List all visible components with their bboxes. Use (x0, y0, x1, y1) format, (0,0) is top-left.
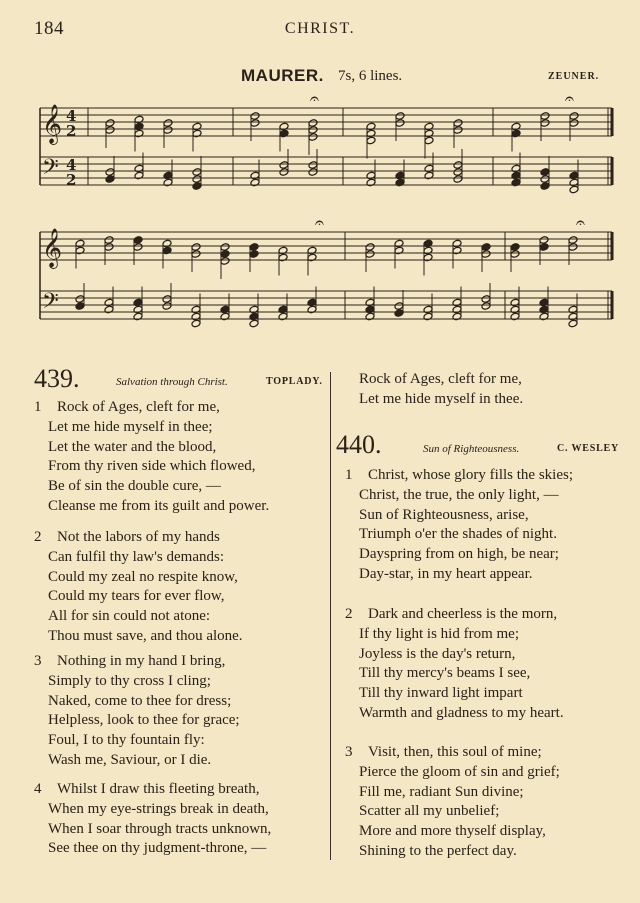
stanza-line: Triumph o'er the shades of night. (359, 526, 557, 543)
treble-clef-icon: 𝄞 (42, 104, 63, 144)
music-score (0, 0, 640, 345)
note-head (191, 319, 201, 328)
note-head (163, 119, 173, 128)
note-head (366, 136, 376, 145)
fermata-icon: 𝄐 (310, 89, 319, 108)
note-head (279, 161, 289, 170)
note-head (220, 243, 230, 252)
stanza-line: Foul, I to thy fountain fly: (48, 732, 205, 749)
note-head (249, 319, 259, 328)
note-head (104, 236, 114, 245)
stanza-line: When my eye-strings break in death, (48, 800, 269, 817)
note-head (539, 236, 549, 245)
stanza-440-1 (345, 466, 573, 585)
note-head (569, 119, 579, 128)
verse-number: 1 (345, 467, 353, 483)
note-head (539, 243, 549, 252)
note-head (308, 119, 318, 128)
note-head (250, 112, 260, 121)
time-signature-top: 4 (66, 156, 77, 174)
tune-name: MAURER. (241, 66, 324, 85)
note-head (453, 168, 463, 177)
stanza-line: Can fulfil thy law's demands: (48, 548, 225, 565)
stanza-line: Wash me, Saviour, or I die. (48, 751, 212, 768)
stanza-line: Shining to the perfect day. (359, 842, 517, 859)
note-head (220, 257, 230, 266)
note-head (569, 112, 579, 121)
note-head (192, 175, 202, 184)
stanza-line: 2 Not the labors of my hands (34, 528, 243, 548)
stanza-line: Could my tears for ever flow, (48, 588, 225, 605)
stanza-line: 3 Nothing in my hand I bring, (34, 652, 240, 672)
note-head (540, 168, 550, 177)
note-head (394, 302, 404, 311)
hymn-subtitle-440: Sun of Righteousness. (423, 443, 520, 455)
stanza-line: Rock of Ages, cleft for me, (359, 371, 522, 387)
stanza-line: 3 Visit, then, this soul of mine; (345, 743, 560, 763)
stanza-439-4-cont (359, 370, 523, 410)
note-head (481, 243, 491, 252)
stanza-line: Day-star, in my heart appear. (359, 565, 533, 582)
note-head (133, 243, 143, 252)
stanza-line: Till thy inward light impart (359, 685, 523, 702)
stanza-line: Pierce the gloom of sin and grief; (359, 763, 560, 780)
note-head (279, 168, 289, 177)
stanza-439-4 (34, 780, 271, 859)
note-head (162, 302, 172, 311)
stanza-440-3 (345, 743, 560, 862)
tune-composer: ZEUNER. (548, 71, 600, 82)
note-head (424, 136, 434, 145)
note-head (453, 175, 463, 184)
note-head (250, 119, 260, 128)
note-head (365, 250, 375, 259)
hymn-number-439: 439. (34, 364, 80, 393)
time-signature-bottom: 2 (66, 122, 77, 140)
bass-clef-icon: 𝄢 (42, 289, 59, 319)
stanza-line: Let me hide myself in thee; (48, 418, 213, 435)
note-head (75, 302, 85, 311)
note-head (75, 295, 85, 304)
stanza-line: More and more thyself display, (359, 823, 546, 840)
note-head (510, 243, 520, 252)
note-head (104, 243, 114, 252)
note-head (249, 250, 259, 259)
stanza-line: Warmth and gladness to my heart. (359, 704, 564, 721)
note-head (453, 126, 463, 135)
note-head (249, 243, 259, 252)
stanza-439-1 (34, 398, 269, 517)
stanza-439-3 (34, 652, 240, 771)
verse-number: 2 (34, 529, 42, 545)
stanza-line: 4 Whilst I draw this fleeting breath, (34, 780, 271, 800)
stanza-line: Scatter all my unbelief; (359, 803, 500, 820)
note-head (540, 112, 550, 121)
stanza-line: Naked, come to thee for dress; (48, 692, 232, 709)
verse-number: 4 (34, 781, 42, 797)
note-head (394, 309, 404, 318)
column-divider (330, 372, 331, 860)
fermata-icon: 𝄐 (576, 213, 585, 232)
note-head (540, 175, 550, 184)
note-head (308, 168, 318, 177)
note-head (105, 175, 115, 184)
stanza-line: If thy light is hid from me; (359, 625, 519, 642)
hymn-number-440: 440. (336, 430, 382, 459)
running-head: CHRIST. (284, 20, 356, 37)
stanza-line: Till thy mercy's beams I see, (359, 665, 531, 682)
verse-number: 3 (34, 653, 42, 669)
stanza-line: Helpless, look to thee for grace; (48, 712, 240, 729)
note-head (308, 133, 318, 142)
stanza-line: Cleanse me from its guilt and power. (48, 497, 270, 514)
stanza-line: 1 Rock of Ages, cleft for me, (34, 398, 269, 418)
note-head (568, 236, 578, 245)
note-head (481, 250, 491, 259)
note-head (569, 185, 579, 194)
note-head (191, 250, 201, 259)
note-head (365, 243, 375, 252)
stanza-line: Be of sin the double cure, — (48, 478, 221, 495)
note-head (163, 126, 173, 135)
note-head (453, 119, 463, 128)
note-head (133, 236, 143, 245)
hymn-subtitle-439: Salvation through Christ. (116, 376, 228, 388)
stanza-line: Sun of Righteousness, arise, (359, 506, 529, 523)
note-head (395, 119, 405, 128)
stanza-line: From thy riven side which flowed, (48, 458, 256, 475)
hymn-author-439: TOPLADY. (266, 376, 323, 387)
note-head (308, 126, 318, 135)
stanza-line: 1 Christ, whose glory fills the skies; (345, 466, 573, 486)
stanza-line: Dayspring from on high, be near; (359, 546, 559, 563)
verse-number: 1 (34, 399, 42, 415)
stanza-line: Thou must save, and thou alone. (48, 627, 243, 644)
page-number: 184 (34, 18, 64, 39)
note-head (481, 302, 491, 311)
note-head (568, 319, 578, 328)
stanza-line: Let the water and the blood, (48, 438, 217, 455)
note-head (105, 119, 115, 128)
stanza-line: Let me hide myself in thee. (359, 390, 524, 407)
note-head (162, 295, 172, 304)
note-head (540, 119, 550, 128)
note-head (192, 168, 202, 177)
note-head (308, 161, 318, 170)
tune-meter: 7s, 6 lines. (338, 68, 403, 84)
note-head (105, 168, 115, 177)
stanza-line: Could my zeal no respite know, (48, 568, 238, 585)
stanza-439-2 (34, 528, 243, 647)
note-head (192, 182, 202, 191)
stanza-line: Fill me, radiant Sun divine; (359, 783, 524, 800)
verse-number: 3 (345, 744, 353, 760)
stanza-line: 2 Dark and cheerless is the morn, (345, 605, 564, 625)
stanza-line: Christ, the true, the only light, — (359, 486, 559, 503)
bass-clef-icon: 𝄢 (42, 155, 59, 185)
fermata-icon: 𝄐 (315, 213, 324, 232)
hymn-author-440: C. WESLEY (557, 443, 620, 454)
stanza-line: Simply to thy cross I cling; (48, 672, 211, 689)
note-head (481, 295, 491, 304)
note-head (395, 112, 405, 121)
verse-number: 2 (345, 606, 353, 622)
note-head (510, 250, 520, 259)
stanza-line: When I soar through tracts unknown, (48, 820, 272, 837)
note-head (220, 250, 230, 259)
stanza-line: See thee on thy judgment-throne, — (48, 840, 267, 857)
fermata-icon: 𝄐 (565, 89, 574, 108)
stanza-line: All for sin could not atone: (48, 608, 211, 625)
stanza-440-2 (345, 605, 564, 724)
stanza-line: Joyless is the day's return, (359, 645, 516, 662)
note-head (105, 126, 115, 135)
time-signature-bottom: 2 (66, 171, 77, 189)
note-head (568, 243, 578, 252)
note-head (191, 243, 201, 252)
treble-clef-icon: 𝄞 (42, 228, 63, 268)
note-head (453, 161, 463, 170)
time-signature-top: 4 (66, 107, 77, 125)
note-head (540, 182, 550, 191)
